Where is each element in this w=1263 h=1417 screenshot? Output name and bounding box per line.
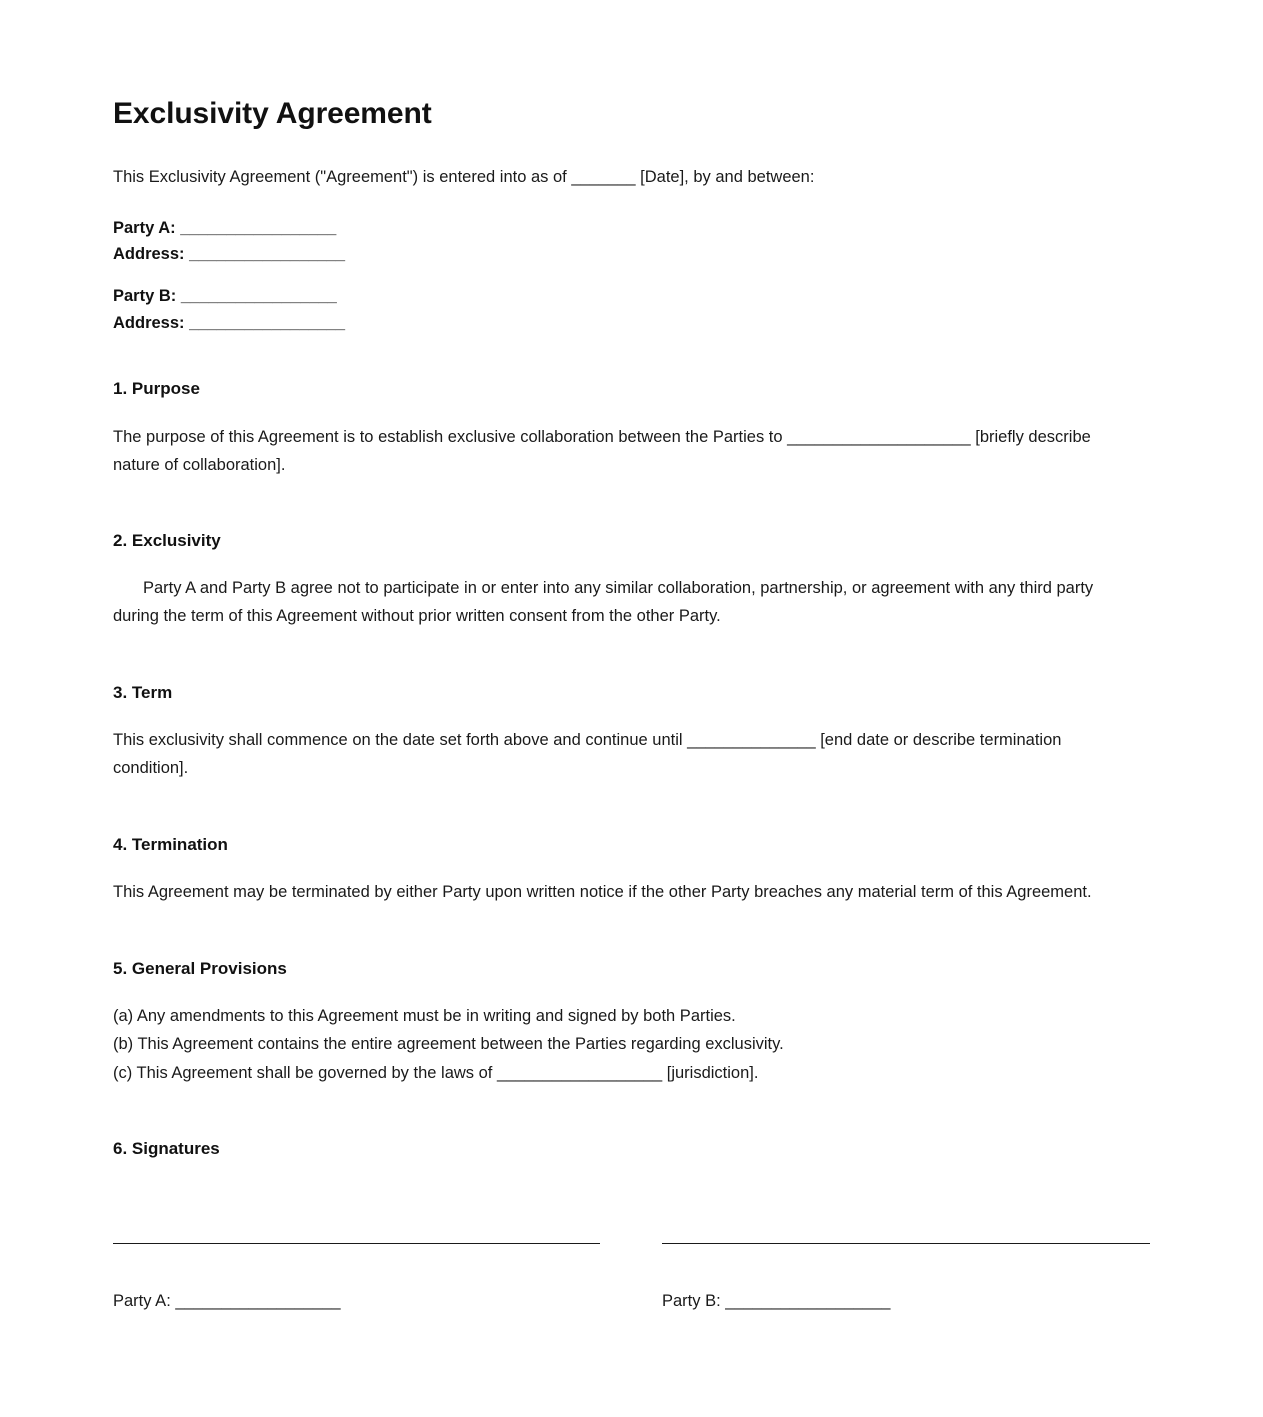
section-heading-term: 3. Term — [113, 682, 173, 702]
section-body-exclusivity: Party A and Party B agree not to participate in or enter into any similar collaboration, partnership, or agreement with any third party during the term of this Agreement without prior written consent from the other Party. — [113, 578, 1094, 626]
signature-labels — [113, 1292, 1126, 1318]
signature-line-party-b — [662, 1243, 1150, 1244]
party-b-name-field: Party B: _________________ — [113, 286, 337, 305]
list-item: (b) This Agreement contains the entire agreement between the Parties regarding exclusivity. — [113, 1035, 784, 1054]
party-a-address-field: Address: _________________ — [113, 245, 346, 264]
document-body — [113, 0, 1126, 1318]
section-heading-purpose: 1. Purpose — [113, 379, 200, 399]
section-body-termination: This Agreement may be terminated by either Party upon written notice if the other Party breaches any material term of this Agreement. — [113, 883, 1092, 902]
party-b-address-field: Address: _________________ — [113, 313, 346, 332]
signature-rules — [113, 1243, 1126, 1244]
list-item: (a) Any amendments to this Agreement must be in writing and signed by both Parties. — [113, 1006, 736, 1025]
section-body-purpose: The purpose of this Agreement is to establish exclusive collaboration between the Parties to ____________________ [briefly describe nature of collaboration]. — [113, 427, 1091, 475]
signature-label-party-a: Party A: __________________ — [113, 1292, 341, 1311]
section-heading-signatures: 6. Signatures — [113, 1139, 220, 1159]
section-heading-termination: 4. Termination — [113, 834, 228, 854]
general-provisions-list — [113, 979, 1126, 1087]
section-heading-general-provisions: 5. General Provisions — [113, 958, 287, 978]
list-item: (c) This Agreement shall be governed by the laws of __________________ [jurisdiction]. — [113, 1063, 759, 1082]
intro-paragraph: This Exclusivity Agreement ("Agreement") is entered into as of _______ [Date], by and between: — [113, 168, 815, 186]
section-heading-exclusivity: 2. Exclusivity — [113, 530, 221, 550]
signature-line-party-a — [113, 1243, 600, 1244]
section-body-term: This exclusivity shall commence on the date set forth above and continue until ______________ [end date or describe termination condition]. — [113, 731, 1062, 778]
party-details-block — [113, 186, 1126, 337]
signature-label-party-b: Party B: __________________ — [662, 1292, 891, 1311]
party-a-name-field: Party A: _________________ — [113, 218, 337, 237]
page-title: Exclusivity Agreement — [113, 97, 432, 130]
party-block-spacer — [113, 268, 1126, 283]
